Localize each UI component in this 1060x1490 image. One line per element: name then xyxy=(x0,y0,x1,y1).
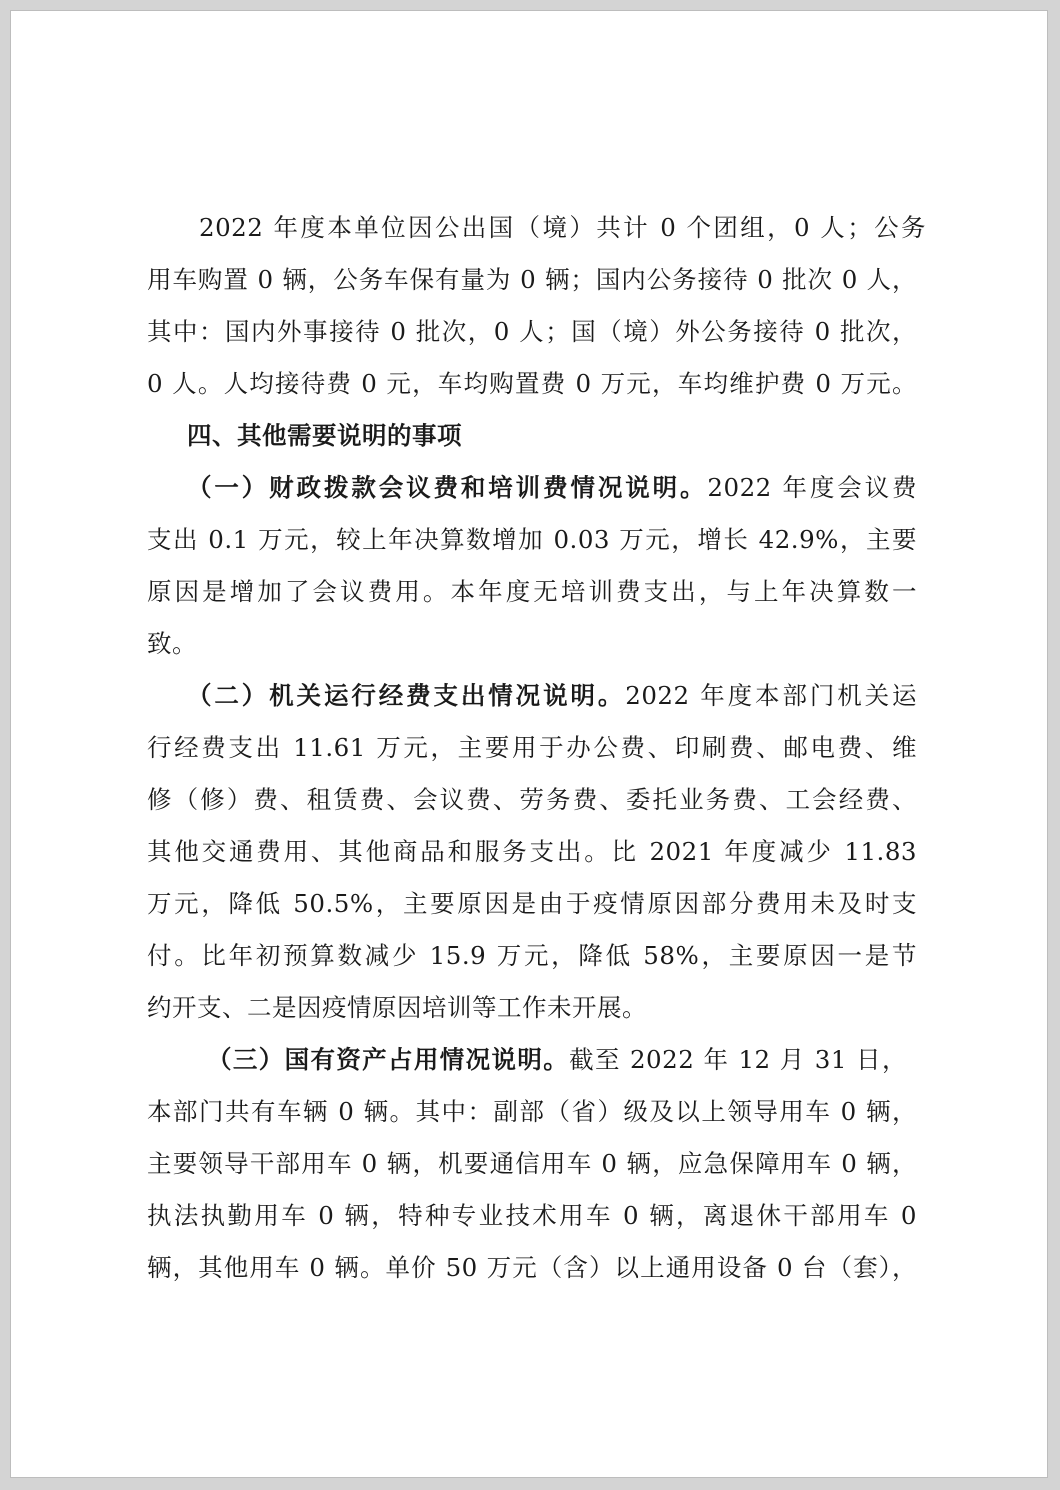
paragraph-line: 修（修）费、租赁费、会议费、劳务费、委托业务费、工会经费、 xyxy=(147,785,917,814)
paragraph-line xyxy=(187,678,917,714)
section-heading: 四、其他需要说明的事项 xyxy=(187,421,462,450)
paragraph-line: 执法执勤用车 0 辆，特种专业技术用车 0 辆，离退休干部用车 0 xyxy=(147,1201,917,1230)
paragraph-text: 2022 年度会议费 xyxy=(707,473,918,502)
paragraph-line xyxy=(207,1042,907,1078)
subsection-heading: （二）机关运行经费支出情况说明。 xyxy=(187,681,626,710)
paragraph-text: 截至 2022 年 12 月 31 日， xyxy=(569,1045,907,1074)
paragraph-line: 原因是增加了会议费用。本年度无培训费支出，与上年决算数一 xyxy=(147,577,917,606)
paragraph-line: 支出 0.1 万元，较上年决算数增加 0.03 万元，增长 42.9%，主要 xyxy=(147,525,917,554)
paragraph-text: 2022 年度本部门机关运 xyxy=(625,681,918,710)
paragraph-line: 2022 年度本单位因公出国（境）共计 0 个团组，0 人；公务 xyxy=(199,213,926,242)
paragraph-line: 其他交通费用、其他商品和服务支出。比 2021 年度减少 11.83 xyxy=(147,837,917,866)
paragraph-line: 0 人。人均接待费 0 元，车均购置费 0 万元，车均维护费 0 万元。 xyxy=(147,369,917,398)
paragraph-line: 本部门共有车辆 0 辆。其中：副部（省）级及以上领导用车 0 辆， xyxy=(147,1097,917,1126)
paragraph-line: 约开支、二是因疫情原因培训等工作未开展。 xyxy=(147,993,647,1022)
subsection-heading: （一）财政拨款会议费和培训费情况说明。 xyxy=(187,473,708,502)
document-page xyxy=(10,10,1048,1478)
subsection-heading: （三）国有资产占用情况说明。 xyxy=(207,1045,570,1074)
paragraph-line: 辆，其他用车 0 辆。单价 50 万元（含）以上通用设备 0 台（套）， xyxy=(147,1253,917,1282)
paragraph-line: 用车购置 0 辆，公务车保有量为 0 辆；国内公务接待 0 批次 0 人， xyxy=(147,265,917,294)
paragraph-line: 付。比年初预算数减少 15.9 万元，降低 58%，主要原因一是节 xyxy=(147,941,917,970)
paragraph-line: 其中：国内外事接待 0 批次，0 人；国（境）外公务接待 0 批次， xyxy=(147,317,917,346)
paragraph-line: 致。 xyxy=(147,629,197,658)
paragraph-line xyxy=(187,470,917,506)
paragraph-line: 万元，降低 50.5%，主要原因是由于疫情原因部分费用未及时支 xyxy=(147,889,917,918)
paragraph-line: 主要领导干部用车 0 辆，机要通信用车 0 辆，应急保障用车 0 辆， xyxy=(147,1149,917,1178)
paragraph-line: 行经费支出 11.61 万元，主要用于办公费、印刷费、邮电费、维 xyxy=(147,733,917,762)
